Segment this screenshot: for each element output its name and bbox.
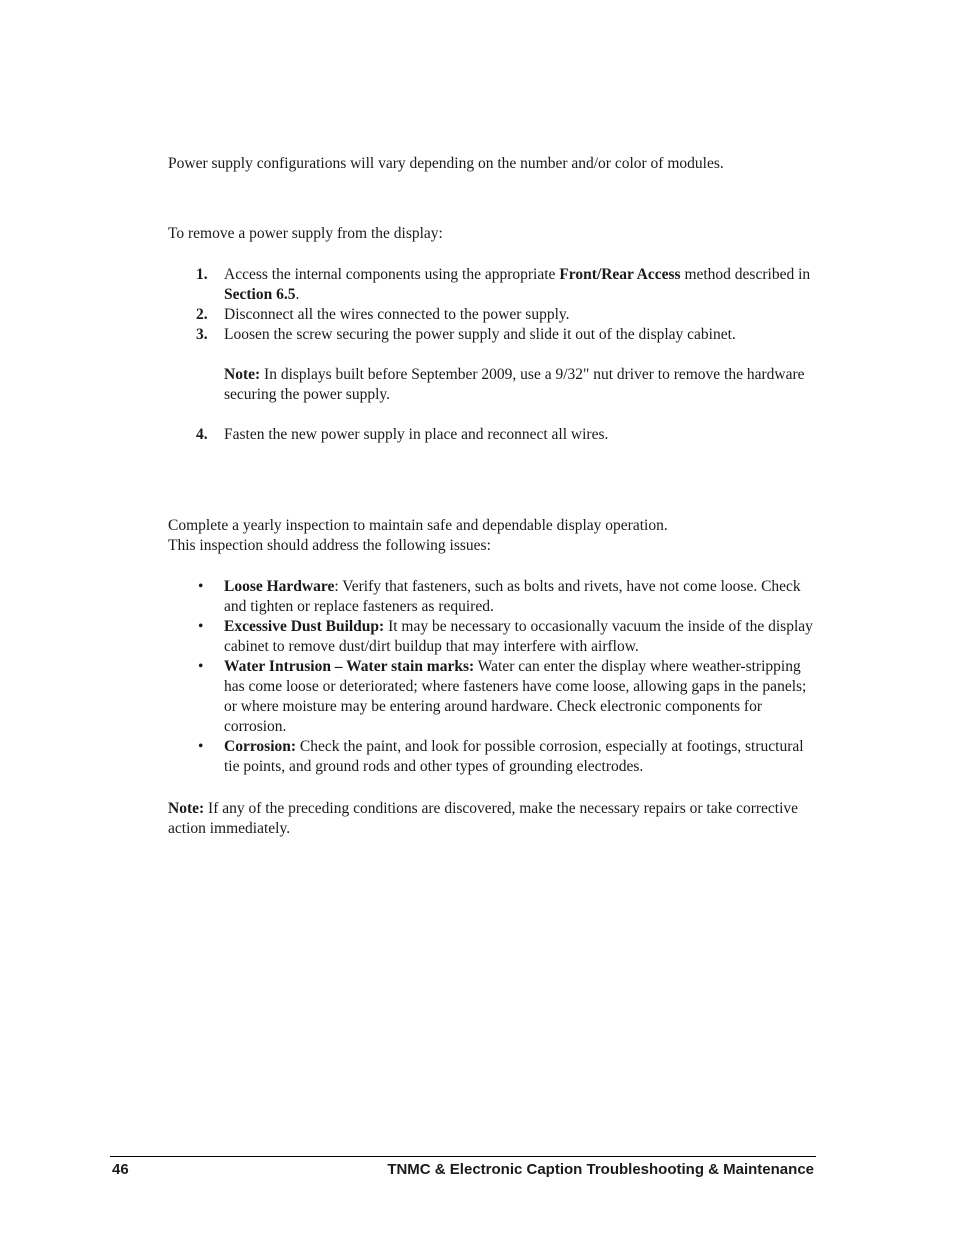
inspection-issues bbox=[168, 577, 818, 777]
step-number: 2. bbox=[196, 306, 208, 323]
front-rear-access-ref: Front/Rear Access bbox=[559, 266, 681, 283]
bullet-icon: • bbox=[198, 658, 204, 675]
issue-corrosion: • Corrosion: Check the paint, and look for possible corrosion, especially at footings, structural tie points, and ground rods and other types of grounding electrodes. bbox=[198, 738, 804, 775]
final-note: Note: If any of the preceding conditions are discovered, make the necessary repairs or take corrective action immediately. bbox=[168, 800, 799, 837]
step-note: Note: In displays built before September 2009, use a 9/32" nut driver to remove the hardware securing the power supply. bbox=[224, 366, 805, 403]
step-3: 3. Loosen the screw securing the power supply and slide it out of the display cabinet. bbox=[196, 326, 736, 343]
inspection-intro: Complete a yearly inspection to maintain safe and dependable display operation. This inspection should address the following issues: bbox=[168, 517, 668, 554]
bullet-icon: • bbox=[198, 578, 204, 595]
step-1: 1. Access the internal components using the appropriate Front/Rear Access method described in Section 6.5. bbox=[196, 266, 811, 303]
intro-paragraph: Power supply configurations will vary depending on the number and/or color of modules. bbox=[168, 155, 724, 172]
step-number: 3. bbox=[196, 326, 208, 343]
removal-steps bbox=[168, 265, 818, 445]
footer-divider bbox=[110, 1156, 816, 1157]
remove-intro: To remove a power supply from the display: bbox=[168, 225, 443, 242]
step-4: 4. Fasten the new power supply in place and reconnect all wires. bbox=[196, 426, 609, 443]
footer-title: TNMC & Electronic Caption Troubleshooting & Maintenance bbox=[387, 1161, 814, 1178]
issue-loose-hardware: • Loose Hardware: Verify that fasteners, such as bolts and rivets, have not come loose. Check and tighten or replace fasteners as required. bbox=[198, 578, 801, 615]
step-number: 4. bbox=[196, 426, 208, 443]
page-number: 46 bbox=[112, 1161, 129, 1178]
note-label: Note: bbox=[224, 366, 261, 383]
issue-dust-buildup: • Excessive Dust Buildup: It may be necessary to occasionally vacuum the inside of the display cabinet to remove dust/dirt buildup that may interfere with airflow. bbox=[198, 618, 813, 655]
note-label: Note: bbox=[168, 800, 205, 817]
bullet-icon: • bbox=[198, 618, 204, 635]
step-number: 1. bbox=[196, 266, 208, 283]
section-ref: Section 6.5 bbox=[224, 286, 296, 303]
issue-water-intrusion: • Water Intrusion – Water stain marks: Water can enter the display where weather-stripping has come loose or deteriorated; where fasteners have come loose, allowing gaps in the panels; or where moisture may be entering around hardware. Check electronic components for corrosion. bbox=[198, 658, 807, 735]
step-2: 2. Disconnect all the wires connected to the power supply. bbox=[196, 306, 570, 323]
bullet-icon: • bbox=[198, 738, 204, 755]
